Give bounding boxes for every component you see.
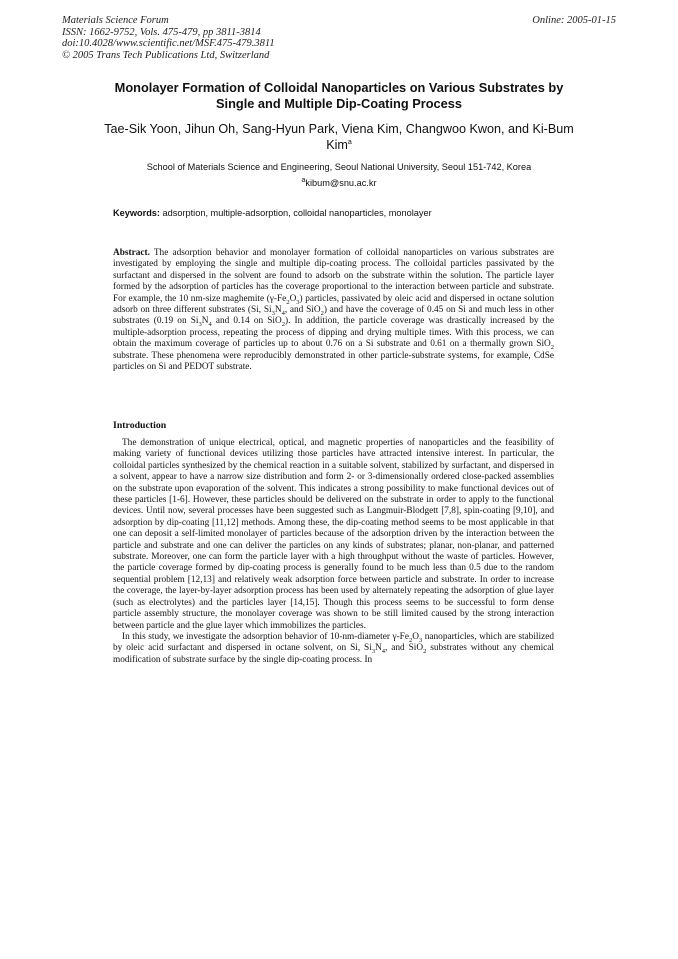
subscript-3: 3 <box>418 636 423 644</box>
contact-email <box>90 177 588 189</box>
subscript-2: 2 <box>281 321 285 329</box>
intro-paragraph-1: The demonstration of unique electrical, optical, and magnetic properties of nanoparticles and the feasibility of making variety of functional devices utilizing those particles have attracted intensive interest. In particular, the colloidal particles synthesized by the chemical reaction in a suitable solvent, stabilized by surfactant, and dispersed in a solvent, appear to have a narrow size distribution and form 2- or 3-dimensionally ordered close-packed assemblies on the substrate upon evaporation of the solvent. This indicates a strong possibility to make functional devices out of these particles [1-6]. However, these particles should be delivered on the substrate in order to apply to the functional devices. Until now, several processes have been suggested such as Langmuir-Blodgett [7,8], spin-coating [9,10], and adsorption by dip-coating [11,12] methods. Among these, the dip-coating method seems to be most applicable in that one can deposit a self-limited monolayer of particles because of the adsorption driven by the interaction between the particle and substrate and one can deliver the particles on any kinds of substrates; planar, non-planar, and patterned substrate. Moreover, one can form the particle layer with a high throughput without the waste of particles. However, the particle coverage formed by dip-coating process is generally found to be much less than 0.5 due to the random sequential problem [12,13] and relatively weak adsorption force between particle and substrate. In order to increase the coverage, the layer-by-layer adsorption process has been used by alternately repeating the adsorption of glue layer (such as electrolytes) and the particles layer [14,15]. Though this process seems to be successful to form dense particle assembly structure, the monolayer coverage was shown to be still limited caused by the strong interaction between particle and the glue layer which immobilizes the particles. <box>113 438 554 631</box>
subscript-3: 3 <box>271 309 275 317</box>
subscript-3: 3 <box>371 648 376 656</box>
journal-header <box>62 15 616 61</box>
paper-title: Monolayer Formation of Colloidal Nanoparticles on Various Substrates by Single and Multiple Dip-Coating Process <box>114 80 564 111</box>
intro-p2-text-4: N <box>375 643 382 654</box>
abstract-label: Abstract. <box>113 248 150 258</box>
abstract-text-4: N <box>274 305 282 316</box>
author-list <box>90 122 588 153</box>
subscript-2: 2 <box>286 298 290 306</box>
abstract-text-10: substrate. These phenomena were reproducibly demonstrated in other particle-substrate systems, for example, CdSe particles on Si and PEDOT substrate. <box>113 350 554 373</box>
keywords-text: adsorption, multiple-adsorption, colloidal nanoparticles, monolayer <box>159 208 432 218</box>
keywords-label: Keywords: <box>113 208 160 218</box>
abstract <box>113 248 554 373</box>
introduction-body <box>113 438 554 666</box>
author-affiliation-marker: a <box>347 138 352 146</box>
abstract-text-3: ) particles, passivated by oleic acid and dispersed in octane solution adsorb on three different substrates (Si, Si <box>113 293 554 316</box>
section-heading-introduction: Introduction <box>113 420 167 431</box>
subscript-4: 4 <box>381 648 386 656</box>
subscript-2: 2 <box>423 648 427 656</box>
subscript-3: 3 <box>198 321 202 329</box>
subscript-2: 2 <box>550 344 554 352</box>
keywords <box>113 207 553 219</box>
abstract-text-6: ) and have the coverage of 0.45 on Si and much less in other substrates (0.19 on Si <box>113 305 554 327</box>
intro-p2-text-6: substrates without any chemical modification of substrate surface by the single dip-coating process. In <box>113 643 554 665</box>
subscript-2: 2 <box>408 636 413 644</box>
intro-p2-text-5: , and SiO <box>385 643 424 654</box>
intro-p2-text-2: O <box>412 631 419 642</box>
abstract-text-7: N <box>201 316 209 327</box>
intro-p2-text-3: nanoparticles, which are stabilized by oleic acid surfactant and dispersed in octane solvent, on Si, Si <box>113 631 554 654</box>
subscript-4: 4 <box>281 309 285 317</box>
intro-p2-text-1: In this study, we investigate the adsorption behavior of 10-nm-diameter γ-Fe <box>122 631 409 642</box>
abstract-text-8: and 0.14 on SiO <box>211 316 282 327</box>
subscript-2: 2 <box>320 309 324 317</box>
copyright-line: © 2005 Trans Tech Publications Ltd, Switzerland <box>62 49 270 61</box>
affiliation: School of Materials Science and Engineering, Seoul National University, Seoul 151-742, Korea <box>146 162 532 172</box>
abstract-text-9: ). In addition, the particle coverage was drastically increased by the multiple-adsorption process, repeating the process of dipping and drying multiple times. With this process, we can obtain the maximum coverage of particles up to about 0.76 on a Si substrate and 0.61 on a thermally grown SiO <box>113 316 554 350</box>
author-names: Tae-Sik Yoon, Jihun Oh, Sang-Hyun Park, Viena Kim, Changwoo Kwon, and Ki-Bum Kim <box>104 122 574 152</box>
abstract-text-1: The adsorption behavior and monolayer formation of colloidal nanoparticles on various substrates are investigated by employing the single and multiple dip-coating process. The colloidal particles passivated by the surfactant and dispersed in the solvent are found to adsorb on the substrate within the solution. The particle layer formed by the adsorption of particles has the coverage proportional to the interaction between particle and substrate. For example, the 10 nm-size maghemite (γ-Fe <box>113 248 554 304</box>
issn-line: ISSN: 1662-9752, Vols. 475-479, pp 3811-3814 <box>62 26 261 38</box>
abstract-text-5: , and SiO <box>284 305 321 316</box>
intro-paragraph-2 <box>113 632 554 666</box>
doi-line: doi:10.4028/www.scientific.net/MSF.475-479.3811 <box>62 38 275 49</box>
abstract-text-2: O <box>289 293 297 304</box>
subscript-4: 4 <box>208 321 212 329</box>
journal-name: Materials Science Forum <box>62 15 169 26</box>
email-marker: a <box>301 176 306 184</box>
subscript-3: 3 <box>296 298 300 306</box>
email-address: kibum@snu.ac.kr <box>305 178 377 188</box>
online-date: Online: 2005-01-15 <box>532 15 616 26</box>
